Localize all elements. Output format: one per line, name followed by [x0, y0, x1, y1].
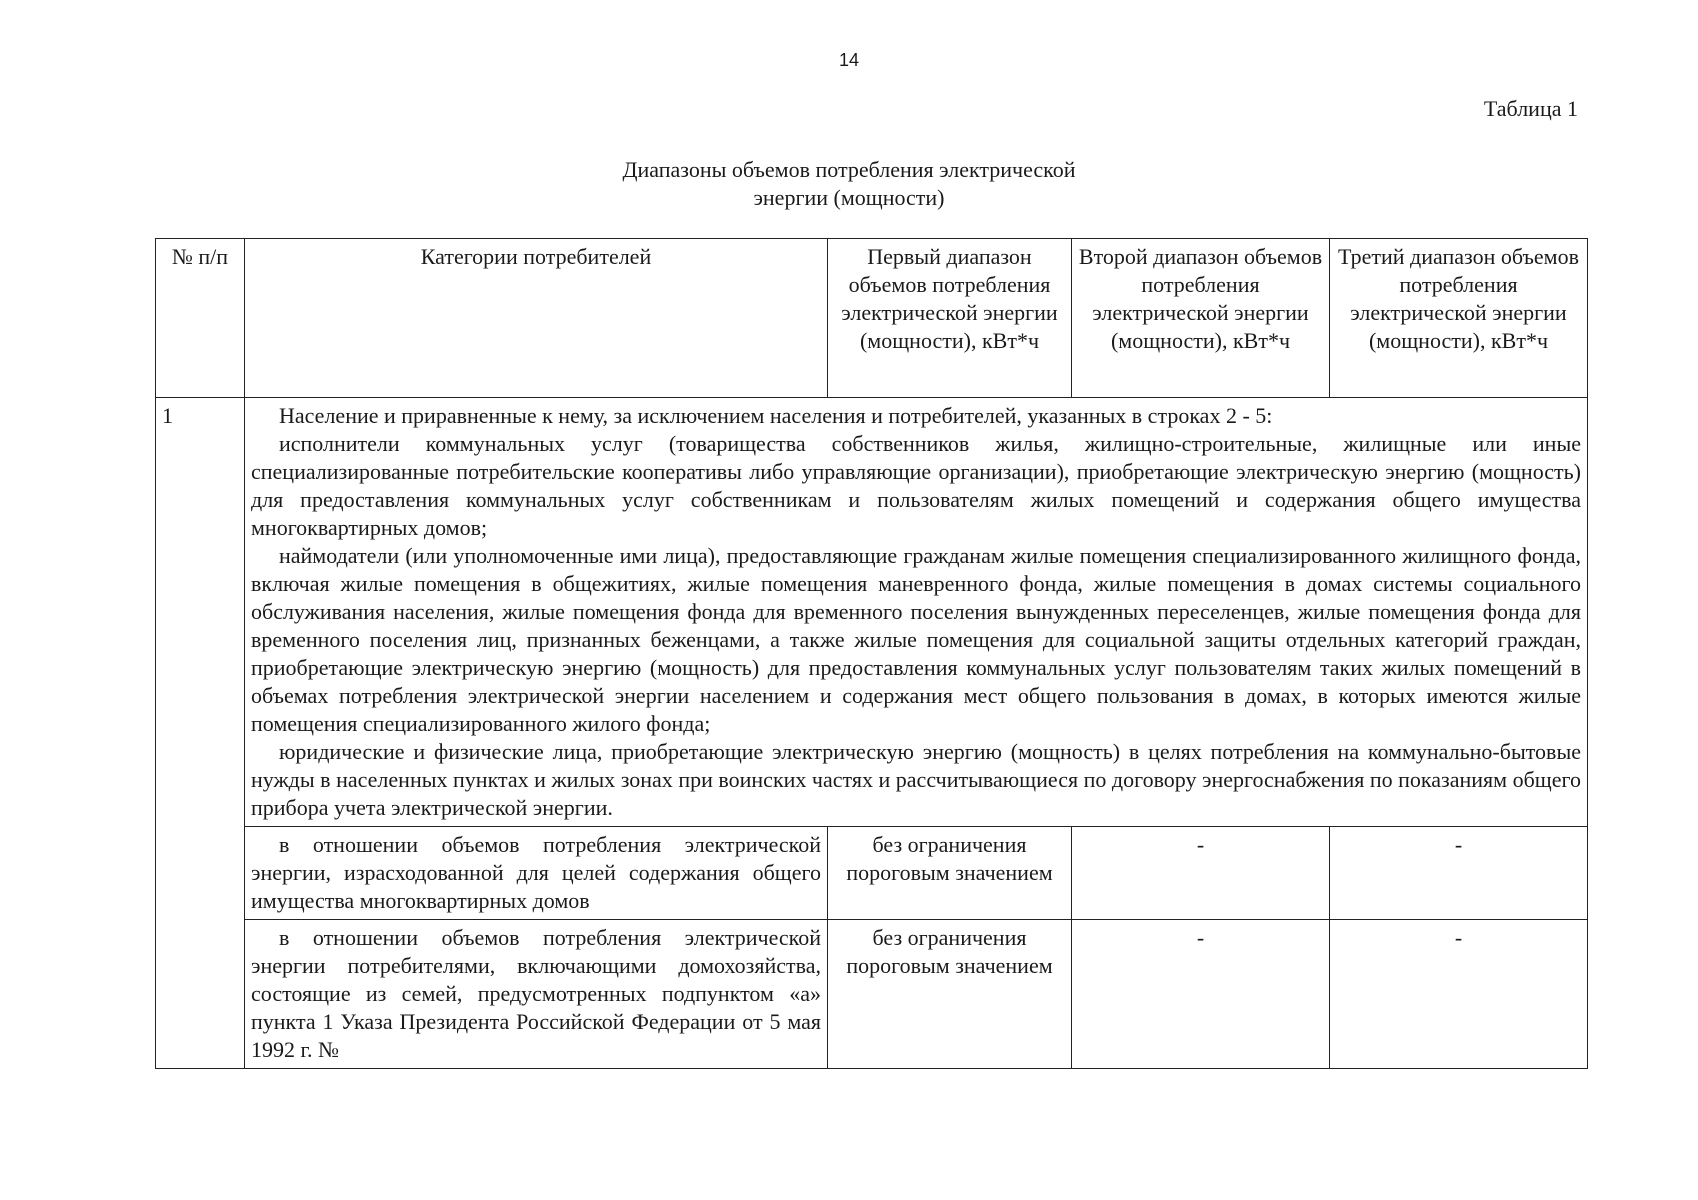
range-1-value: без ограничения пороговым значением	[828, 920, 1072, 1069]
description-paragraph: наймодатели (или уполномоченные ими лица), предоставляющие гражданам жилые помещения специализированного жилищного фонда, включая жилые помещения в общежитиях, жилые помещения маневренного фонда, жилые помещения в домах системы социального обслуживания населения, жилые помещения фонда для временного поселения вынужденных переселенцев, жилые помещения фонда для временного поселения лиц, признанных беженцами, а также жилые помещения для социальной защиты отдельных категорий граждан, приобретающие электрическую энергию (мощность) для предоставления коммунальных услуг пользователям таких жилых помещений в объемах потребления электрической энергии населением и содержания мест общего пользования в домах, в которых имеются жилые помещения специализированного жилого фонда;	[251, 543, 1581, 736]
range-1-value: без ограничения пороговым значением	[828, 827, 1072, 920]
category-description	[245, 398, 1588, 827]
table-row	[156, 920, 1588, 1069]
title-line-2: энергии (мощности)	[753, 185, 945, 210]
table-label: Таблица 1	[1483, 96, 1578, 121]
document-title	[0, 156, 1698, 212]
header-range-2: Второй диапазон объемов потребления электрической энергии (мощности), кВт*ч	[1072, 239, 1330, 398]
range-2-value: -	[1072, 920, 1330, 1069]
sub-category-text: в отношении объемов потребления электрической энергии потребителями, включающими домохозяйства, состоящие из семей, предусмотренных подпунктом «а» пункта 1 Указа Президента Российской Федерации от 5 мая 1992 г. №	[251, 925, 821, 1062]
table-header-row	[156, 239, 1588, 398]
table-row	[156, 398, 1588, 827]
consumption-ranges-table	[155, 238, 1588, 1069]
description-paragraph: Население и приравненные к нему, за исключением населения и потребителей, указанных в строках 2 - 5:	[279, 403, 1273, 428]
header-range-3: Третий диапазон объемов потребления электрической энергии (мощности), кВт*ч	[1330, 239, 1588, 398]
row-number: 1	[156, 398, 245, 1069]
table-row	[156, 827, 1588, 920]
page-number: 14	[838, 50, 860, 70]
description-paragraph: юридические и физические лица, приобретающие электрическую энергию (мощность) в целях потребления на коммунально-бытовые нужды в населенных пунктах и жилых зонах при воинских частях и рассчитывающиеся по договору энергоснабжения по показаниям общего прибора учета электрической энергии.	[251, 739, 1581, 820]
header-number: № п/п	[156, 239, 245, 398]
description-paragraph: исполнители коммунальных услуг (товарищества собственников жилья, жилищно-строительные, жилищные или иные специализированные потребительские кооперативы либо управляющие организации), приобретающие электрическую энергию (мощность) для предоставления коммунальных услуг собственникам и пользователям жилых помещений и содержания общего имущества многоквартирных домов;	[251, 431, 1581, 540]
header-range-1: Первый диапазон объемов потребления электрической энергии (мощности), кВт*ч	[828, 239, 1072, 398]
title-line-1: Диапазоны объемов потребления электрической	[622, 157, 1076, 182]
range-3-value: -	[1330, 827, 1588, 920]
sub-category-cell	[245, 827, 828, 920]
header-category: Категории потребителей	[245, 239, 828, 398]
range-2-value: -	[1072, 827, 1330, 920]
range-3-value: -	[1330, 920, 1588, 1069]
sub-category-cell	[245, 920, 828, 1069]
sub-category-text: в отношении объемов потребления электрической энергии, израсходованной для целей содержания общего имущества многоквартирных домов	[251, 832, 821, 913]
